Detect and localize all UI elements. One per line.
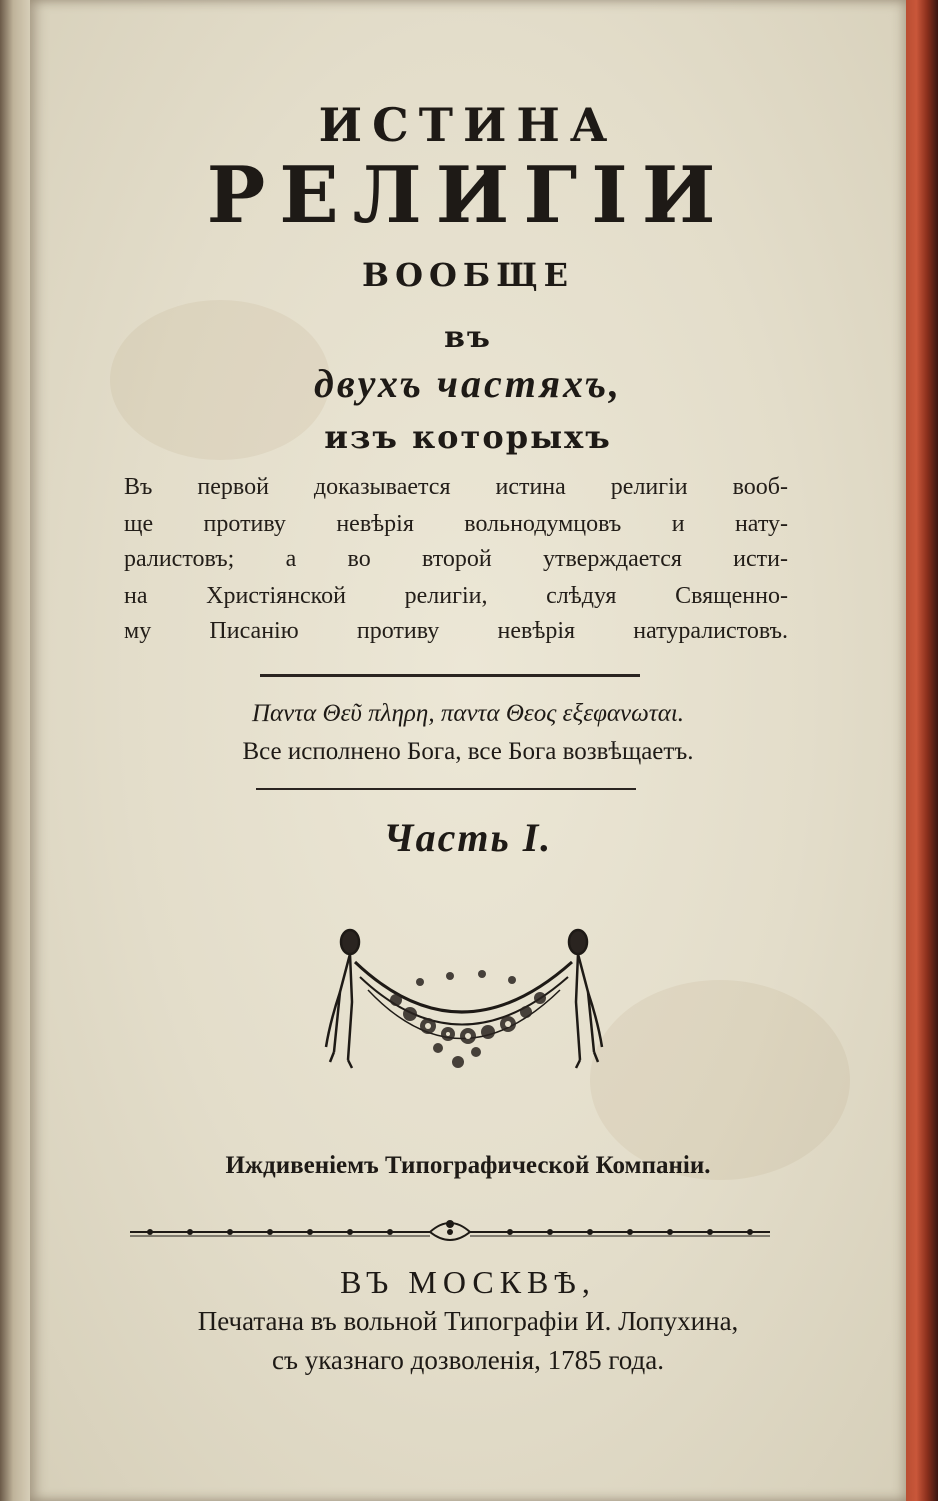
paper-stain [590, 980, 850, 1180]
title-line-4: въ [444, 320, 492, 355]
divider-rule [256, 788, 636, 790]
description-line: Въ первой доказывается истина религіи вооб- [124, 474, 788, 500]
imprint-line-2: съ указнаго дозволенія, 1785 года. [272, 1345, 664, 1375]
title-page [30, 0, 906, 1501]
title-line-1: ИСТИНА [318, 98, 618, 152]
part-number: Часть I. [383, 815, 553, 860]
title-line-6: изъ которыхъ [324, 418, 612, 456]
description-line: му Писанію противу невѣрія натуралистовъ. [124, 618, 788, 644]
motto-greek: Παντα Θεῦ πληρη, παντα Θεος εξεφανωται. [251, 700, 685, 727]
right-page-edge [902, 0, 938, 1501]
sponsor-line: Иждивеніемъ Типографической Компаніи. [225, 1152, 711, 1179]
divider-rule [260, 674, 640, 677]
description-line: на Христіянской религіи, слѣдуя Священно- [124, 583, 788, 609]
title-line-5: двухъ частяхъ, [313, 361, 623, 406]
motto-russian: Все исполнено Бога, все Бога возвѣщаетъ. [242, 738, 694, 765]
ornament-rule [130, 1214, 770, 1248]
title-line-3: ВООБЩЕ [362, 256, 574, 294]
imprint-line-1: Печатана въ вольной Типографіи И. Лопухина, [197, 1306, 739, 1336]
title-line-2: РЕЛИГІИ [206, 150, 730, 241]
city-line: ВЪ МОСКВѢ, [340, 1264, 596, 1300]
description-line: ралистовъ; а во второй утверждается исти- [124, 546, 788, 572]
description-line: ще противу невѣрія вольнодумцовъ и нату- [124, 511, 788, 537]
garland-vignette [300, 922, 620, 1092]
